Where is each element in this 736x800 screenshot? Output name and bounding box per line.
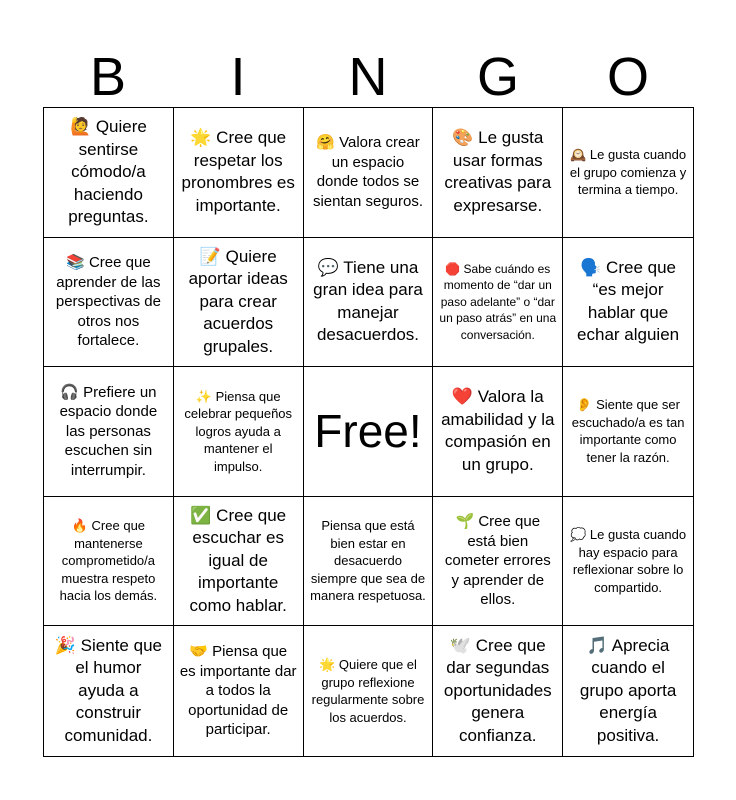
bingo-cell[interactable] bbox=[433, 497, 563, 627]
bingo-cell[interactable] bbox=[174, 497, 304, 627]
header-letter-n: N bbox=[348, 47, 388, 107]
bingo-cell[interactable] bbox=[44, 367, 174, 497]
bingo-card-grid bbox=[43, 107, 694, 757]
bingo-cell-text: 🛑 Sabe cuándo es momento de “dar un paso adelante” o “dar un paso atrás” en una conversación. bbox=[439, 261, 557, 342]
bingo-cell-text: 🙋 Quiere sentirse cómodo/a haciendo preguntas. bbox=[68, 117, 149, 227]
bingo-cell-text: 🕊️ Cree que dar segundas oportunidades genera confianza. bbox=[443, 635, 552, 745]
bingo-cell-text: 🌟 Quiere que el grupo reflexione regularmente sobre los acuerdos. bbox=[311, 657, 425, 725]
bingo-cell[interactable] bbox=[433, 108, 563, 238]
bingo-cell-text: 🤗 Valora crear un espacio donde todos se sientan seguros. bbox=[312, 134, 424, 210]
header-letter-g: G bbox=[476, 47, 519, 107]
bingo-cell-text: 🗣️ Cree que “es mejor hablar que echar alguien bbox=[577, 257, 680, 345]
bingo-cell-text: 🎉 Siente que el humor ayuda a construir comunidad. bbox=[54, 635, 162, 745]
bingo-cell-text: ✨ Piensa que celebrar pequeños logros ayuda a mantener el impulso. bbox=[184, 388, 293, 474]
bingo-cell[interactable] bbox=[174, 626, 304, 756]
header-letter-o: O bbox=[606, 47, 649, 107]
bingo-cell[interactable] bbox=[44, 497, 174, 627]
bingo-cell[interactable] bbox=[174, 108, 304, 238]
bingo-cell-text: 🎨 Le gusta usar formas creativas para expresarse. bbox=[444, 128, 552, 215]
bingo-cell[interactable] bbox=[433, 626, 563, 756]
bingo-cell[interactable] bbox=[563, 367, 693, 497]
bingo-cell-text: 💬 Tiene una gran idea para manejar desacuerdos. bbox=[313, 257, 423, 345]
bingo-cell[interactable] bbox=[433, 367, 563, 497]
bingo-cell-text: Piensa que está bien estar en desacuerdo siempre que sea de manera respetuosa. bbox=[310, 518, 426, 604]
bingo-cell-text: 📚 Cree que aprender de las perspectivas de otros nos fortalece. bbox=[55, 254, 161, 350]
free-space-cell[interactable] bbox=[304, 367, 434, 497]
bingo-cell-text: 🎵 Aprecia cuando el grupo aporta energía positiva. bbox=[579, 635, 677, 745]
bingo-cell[interactable] bbox=[304, 497, 434, 627]
bingo-cell-text: 👂 Siente que ser escuchado/a es tan importante como tener la razón. bbox=[571, 397, 685, 465]
bingo-cell[interactable] bbox=[563, 238, 693, 368]
bingo-cell[interactable] bbox=[563, 497, 693, 627]
bingo-cell[interactable] bbox=[304, 108, 434, 238]
bingo-cell-text: 🕰️ Le gusta cuando el grupo comienza y termina a tiempo. bbox=[569, 147, 687, 198]
bingo-cell-text: 🌟 Cree que respetar los pronombres es importante. bbox=[181, 128, 295, 215]
bingo-cell[interactable] bbox=[304, 626, 434, 756]
header-letter-i: I bbox=[230, 47, 246, 107]
free-space-label: Free! bbox=[314, 405, 422, 458]
bingo-header bbox=[43, 48, 693, 106]
header-letter-b: B bbox=[89, 47, 127, 107]
bingo-cell[interactable] bbox=[433, 238, 563, 368]
bingo-cell-text: ❤️ Valora la amabilidad y la compasión en un grupo. bbox=[441, 387, 555, 474]
bingo-cell[interactable] bbox=[44, 108, 174, 238]
bingo-cell-text: 🌱 Cree que está bien cometer errores y aprender de ellos. bbox=[444, 513, 551, 609]
bingo-cell[interactable] bbox=[44, 238, 174, 368]
bingo-cell-text: 🤝 Piensa que es importante dar a todos la oportunidad de participar. bbox=[179, 643, 297, 739]
bingo-cell-text: 📝 Quiere aportar ideas para crear acuerdos grupales. bbox=[188, 246, 288, 356]
bingo-cell[interactable] bbox=[174, 367, 304, 497]
bingo-cell[interactable] bbox=[304, 238, 434, 368]
bingo-cell-text: 💭 Le gusta cuando hay espacio para reflexionar sobre lo compartido. bbox=[570, 527, 687, 595]
bingo-cell-text: 🔥 Cree que mantenerse comprometido/a muestra respeto hacia los demás. bbox=[59, 518, 158, 604]
bingo-cell[interactable] bbox=[44, 626, 174, 756]
bingo-cell[interactable] bbox=[563, 626, 693, 756]
bingo-cell-text: 🎧 Prefiere un espacio donde las personas escuchen sin interrumpir. bbox=[59, 383, 158, 479]
bingo-cell[interactable] bbox=[563, 108, 693, 238]
bingo-cell-text: ✅ Cree que escuchar es igual de importante como hablar. bbox=[189, 505, 287, 615]
bingo-cell[interactable] bbox=[174, 238, 304, 368]
